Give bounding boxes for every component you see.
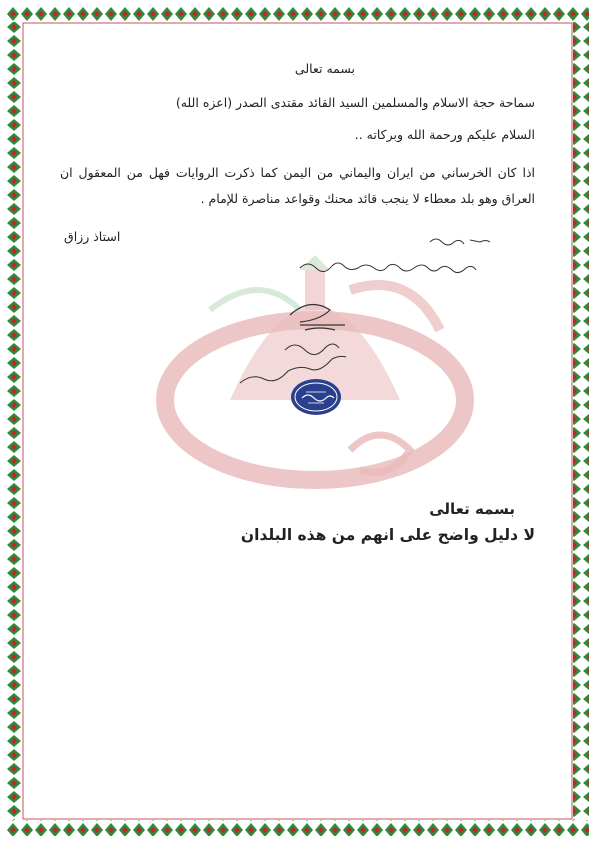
answer-text: لا دليل واضح على انهم من هذه البلدان [240, 526, 535, 544]
greeting-line: السلام عليكم ورحمة الله وبركاته .. [354, 127, 535, 142]
addressee-line: سماحة حجة الاسلام والمسلمين السيد القائد مقتدى الصدر (اعزه الله) [175, 95, 535, 110]
basmala-header: بسمه تعالى [294, 61, 355, 76]
handwritten-answer [280, 228, 530, 278]
signature [230, 295, 370, 390]
official-seal [290, 378, 342, 416]
question-text: اذا كان الخرساني من ايران واليماني من اليمن كما ذكرت الروايات فهل من المعقول ان العراق وهو بلد معطاء لا ينجب قائد محنك وقواعد مناصرة للإمام . [60, 165, 535, 206]
asker-name: استاذ رزاق [64, 229, 121, 244]
answer-basmala: بسمه تعالى [429, 500, 515, 518]
